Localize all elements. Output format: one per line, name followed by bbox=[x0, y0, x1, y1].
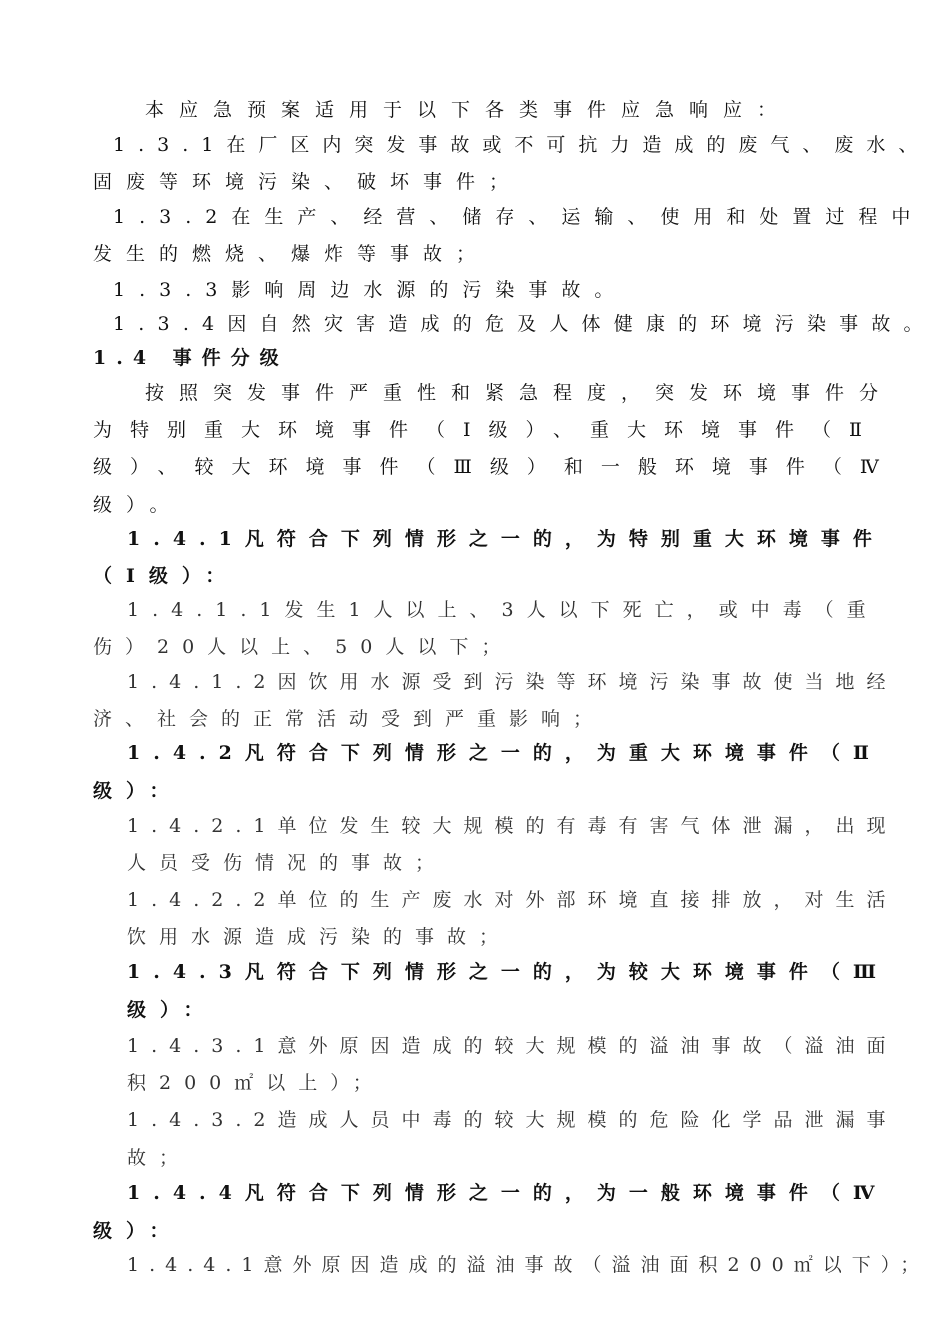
subsection-heading: 级）： bbox=[93, 1220, 183, 1242]
paragraph-line: 级）。 bbox=[93, 494, 183, 516]
paragraph-line: 人员受伤情况的事故； bbox=[127, 852, 448, 874]
paragraph-line: 1.3.1在厂区内突发事故或不可抗力造成的废气、废水、 bbox=[113, 134, 931, 156]
paragraph-line: 1.3.4因自然灾害造成的危及人体健康的环境污染事故。 bbox=[113, 313, 936, 335]
paragraph-line: 故； bbox=[127, 1147, 192, 1169]
section-heading: 1.4 事件分级 bbox=[93, 347, 289, 369]
paragraph-line: 饮用水源造成污染的事故； bbox=[127, 926, 512, 948]
paragraph-line: 1.3.3影响周边水源的污染事故。 bbox=[113, 279, 628, 301]
paragraph-line: 1.4.2.2单位的生产废水对外部环境直接排放，对生活 bbox=[127, 889, 898, 911]
paragraph-line: 积200㎡以上）； bbox=[127, 1072, 385, 1094]
paragraph-line: 1.4.4.1意外原因造成的溢油事故（溢油面积200㎡以下）； bbox=[127, 1254, 930, 1276]
paragraph-line: 为特别重大环境事件（Ⅰ级）、重大环境事件（Ⅱ bbox=[93, 419, 880, 441]
subsection-heading: 级）： bbox=[93, 780, 183, 802]
paragraph-line: 固废等环境污染、破坏事件； bbox=[93, 171, 523, 193]
paragraph-line: 发生的燃烧、爆炸等事故； bbox=[93, 243, 490, 265]
paragraph-line: 1.4.2.1单位发生较大规模的有毒有害气体泄漏，出现 bbox=[127, 815, 898, 837]
paragraph-line: 1.4.1.1发生1人以上、3人以下死亡，或中毒（重 bbox=[127, 599, 879, 621]
paragraph-line: 伤）20人以上、50人以下； bbox=[93, 636, 514, 658]
subsection-heading: 1.4.4凡符合下列情形之一的，为一般环境事件（Ⅳ bbox=[127, 1182, 888, 1204]
paragraph-line: 本应急预案适用于以下各类事件应急响应： bbox=[145, 99, 792, 121]
paragraph-line: 1.4.1.2因饮用水源受到污染等环境污染事故使当地经 bbox=[127, 671, 898, 693]
subsection-heading: 1.4.2凡符合下列情形之一的，为重大环境事件（Ⅱ bbox=[127, 742, 882, 764]
paragraph-line: 1.4.3.2造成人员中毒的较大规模的危险化学品泄漏事 bbox=[127, 1109, 898, 1131]
subsection-heading: 1.4.1凡符合下列情形之一的，为特别重大环境事件 bbox=[127, 528, 885, 550]
subsection-heading: 级）： bbox=[127, 999, 217, 1021]
paragraph-line: 1.4.3.1意外原因造成的较大规模的溢油事故（溢油面 bbox=[127, 1035, 898, 1057]
paragraph-line: 济、社会的正常活动受到严重影响； bbox=[93, 708, 606, 730]
subsection-heading: 1.4.3凡符合下列情形之一的，为较大环境事件（Ⅲ bbox=[127, 961, 890, 983]
paragraph-line: 1.3.2在生产、经营、储存、运输、使用和处置过程中 bbox=[113, 206, 925, 228]
paragraph-line: 按照突发事件严重性和紧急程度，突发环境事件分 bbox=[145, 382, 894, 404]
paragraph-line: 级）、较大环境事件（Ⅲ级）和一般环境事件（Ⅳ bbox=[93, 456, 897, 478]
subsection-heading: （Ⅰ级）： bbox=[93, 565, 239, 587]
